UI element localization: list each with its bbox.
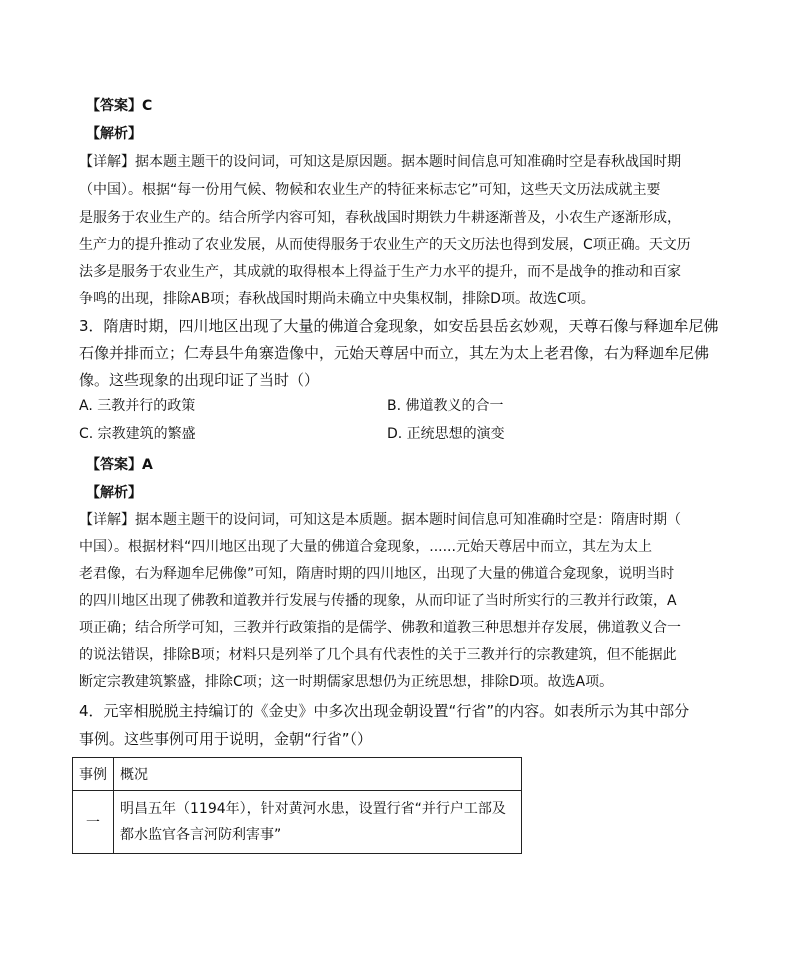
q3-stem-line: 石像并排而立；仁寿县牛角寨造像中，元始天尊居中而立，其左为太上老君像，右为释迦牟尼佛 bbox=[79, 344, 710, 362]
q3-detail-line: 断定宗教建筑繁盛，排除C项；这一时期儒家思想仍为正统思想，排除D项。故选A项。 bbox=[79, 674, 614, 690]
table-header-case: 事例 bbox=[73, 758, 114, 791]
q3-answer bbox=[86, 455, 153, 475]
q3-option-a: A. 三教并行的政策 bbox=[79, 398, 196, 414]
table-cell-case: 一 bbox=[73, 791, 114, 854]
q2-detail-line: 生产力的提升推动了农业发展，从而使得服务于农业生产的天文历法也得到发展，C项正确。天文历 bbox=[79, 237, 691, 253]
table-cell-summary bbox=[114, 791, 522, 854]
summary-line: 都水监官各言河防利害事” bbox=[120, 827, 282, 844]
answer-value: C bbox=[142, 98, 153, 114]
q3-detail-line: 老君像，右为释迦牟尼佛像”可知，隋唐时期的四川地区，出现了大量的佛道合龛现象，说明当时 bbox=[79, 566, 675, 582]
q2-answer bbox=[86, 96, 152, 116]
answer-value: A bbox=[142, 457, 153, 473]
q3-detail-line: 中国）。根据材料“四川地区出现了大量的佛道合龛现象，......元始天尊居中而立，其左为太上 bbox=[79, 539, 652, 555]
answer-label: 【答案】 bbox=[86, 98, 142, 114]
q3-option-b: B. 佛道教义的合一 bbox=[387, 398, 504, 414]
q3-option-c: C. 宗教建筑的繁盛 bbox=[79, 426, 196, 442]
table-header-summary: 概况 bbox=[114, 758, 522, 791]
q3-analysis-label: 【解析】 bbox=[86, 485, 142, 501]
table-header-row bbox=[73, 758, 522, 791]
q4-stem-line: 4．元宰相脱脱主持编订的《金史》中多次出现金朝设置“行省”的内容。如表所示为其中部分 bbox=[79, 702, 690, 720]
q2-analysis-label: 【解析】 bbox=[86, 126, 142, 142]
answer-label: 【答案】 bbox=[86, 457, 142, 473]
q3-detail-line: 项正确；结合所学可知，三教并行政策指的是儒学、佛教和道教三种思想并存发展，佛道教义合一 bbox=[79, 620, 681, 636]
q2-detail-line: 争鸣的出现，排除AB项；春秋战国时期尚未确立中央集权制，排除D项。故选C项。 bbox=[79, 291, 595, 307]
q3-detail-line: 的四川地区出现了佛教和道教并行发展与传播的现象，从而印证了当时所实行的三教并行政策，A bbox=[79, 593, 677, 609]
q3-detail-line: 【详解】据本题主题干的设问词，可知这是本质题。据本题时间信息可知准确时空是：隋唐时期（ bbox=[79, 512, 681, 528]
q2-detail-line: （中国）。根据“每一份用气候、物候和农业生产的特征来标志它”可知，这些天文历法成就主要 bbox=[79, 182, 661, 198]
q3-stem-line: 3．隋唐时期，四川地区出现了大量的佛道合龛现象，如安岳县岳玄妙观，天尊石像与释迦牟尼佛 bbox=[79, 317, 719, 335]
q3-stem-line: 像。这些现象的出现印证了当时（） bbox=[79, 371, 320, 389]
q3-detail-line: 的说法错误，排除B项；材料只是列举了几个具有代表性的关于三教并行的宗教建筑，但不能据此 bbox=[79, 647, 677, 663]
summary-line: 明昌五年（1194年），针对黄河水患，设置行省“并行户工部及 bbox=[120, 801, 506, 818]
q2-detail-line: 【详解】据本题主题干的设问词，可知这是原因题。据本题时间信息可知准确时空是春秋战国时期 bbox=[79, 154, 681, 170]
q3-option-d: D. 正统思想的演变 bbox=[387, 426, 505, 442]
q2-detail-line: 法多是服务于农业生产，其成就的取得根本上得益于生产力水平的提升，而不是战争的推动和百家 bbox=[79, 264, 681, 280]
events-table bbox=[72, 757, 522, 854]
q2-detail-line: 是服务于农业生产的。结合所学内容可知，春秋战国时期铁力牛耕逐渐普及，小农生产逐渐形成， bbox=[79, 210, 681, 226]
q4-stem-line: 事例。这些事例可用于说明，金朝“行省”（） bbox=[79, 730, 373, 748]
table-row bbox=[73, 791, 522, 854]
